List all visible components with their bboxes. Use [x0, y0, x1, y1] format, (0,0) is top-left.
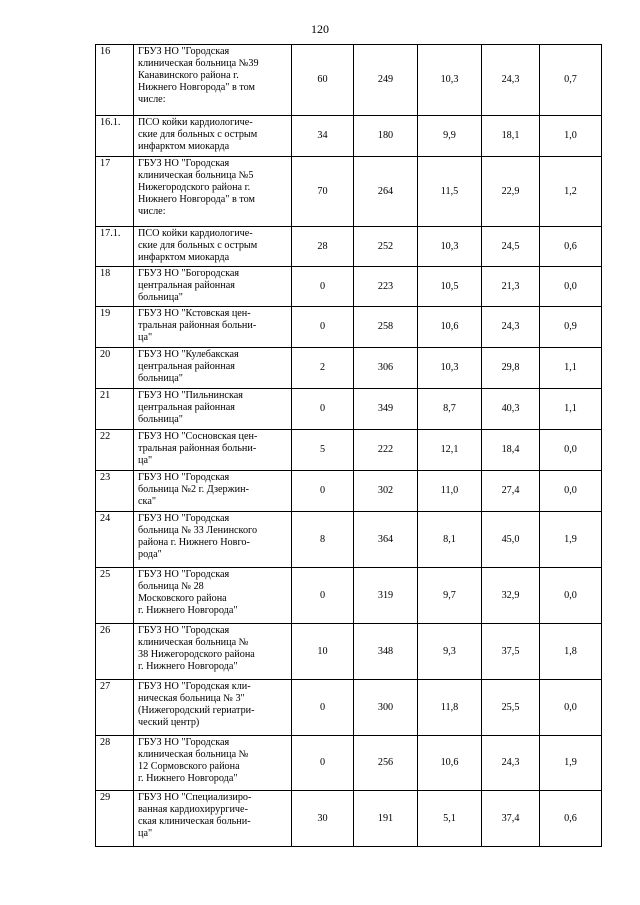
- value-cell-4: 37,4: [482, 791, 540, 847]
- institution-name-cell: ГБУЗ НО "Городская клиническая больница №39 Канавинского района г. Нижнего Новгорода" в том числе:: [134, 45, 292, 116]
- value-cell-1: 5: [292, 430, 354, 471]
- value-cell-5: 1,8: [540, 624, 602, 680]
- table-row: [96, 624, 602, 680]
- value-cell-3: 9,7: [418, 568, 482, 624]
- value-cell-3: 10,3: [418, 348, 482, 389]
- row-number-cell: 22: [96, 430, 134, 471]
- table-row: [96, 307, 602, 348]
- page-number: 120: [311, 22, 329, 36]
- value-cell-1: 70: [292, 157, 354, 227]
- value-cell-4: 45,0: [482, 512, 540, 568]
- table-row: [96, 389, 602, 430]
- value-cell-4: 18,1: [482, 116, 540, 157]
- institution-name-cell: ГБУЗ НО "Городская кли- ническая больница № 3" (Нижегородский гериатри- ческий центр): [134, 680, 292, 736]
- value-cell-5: 0,6: [540, 227, 602, 267]
- value-cell-5: 1,1: [540, 348, 602, 389]
- value-cell-5: 0,0: [540, 267, 602, 307]
- value-cell-5: 1,9: [540, 512, 602, 568]
- value-cell-1: 34: [292, 116, 354, 157]
- value-cell-4: 24,3: [482, 307, 540, 348]
- value-cell-1: 0: [292, 389, 354, 430]
- value-cell-3: 10,6: [418, 736, 482, 791]
- table-row: [96, 736, 602, 791]
- value-cell-4: 24,5: [482, 227, 540, 267]
- table-body: [96, 45, 602, 847]
- value-cell-2: 264: [354, 157, 418, 227]
- value-cell-5: 0,0: [540, 471, 602, 512]
- table-row: [96, 267, 602, 307]
- row-number-cell: 27: [96, 680, 134, 736]
- value-cell-2: 348: [354, 624, 418, 680]
- table-row: [96, 680, 602, 736]
- row-number-cell: 20: [96, 348, 134, 389]
- value-cell-1: 8: [292, 512, 354, 568]
- row-number-cell: 18: [96, 267, 134, 307]
- value-cell-4: 24,3: [482, 736, 540, 791]
- row-number-cell: 28: [96, 736, 134, 791]
- value-cell-3: 5,1: [418, 791, 482, 847]
- value-cell-5: 1,9: [540, 736, 602, 791]
- institution-name-cell: ПСО койки кардиологиче- ские для больных с острым инфарктом миокарда: [134, 227, 292, 267]
- value-cell-1: 0: [292, 471, 354, 512]
- row-number-cell: 17.1.: [96, 227, 134, 267]
- value-cell-1: 10: [292, 624, 354, 680]
- value-cell-3: 12,1: [418, 430, 482, 471]
- value-cell-2: 364: [354, 512, 418, 568]
- row-number-cell: 16.1.: [96, 116, 134, 157]
- value-cell-4: 27,4: [482, 471, 540, 512]
- value-cell-4: 40,3: [482, 389, 540, 430]
- table-row: [96, 471, 602, 512]
- value-cell-2: 302: [354, 471, 418, 512]
- value-cell-4: 25,5: [482, 680, 540, 736]
- institution-name-cell: ГБУЗ НО "Городская клиническая больница № 38 Нижегородского района г. Нижнего Новгорода": [134, 624, 292, 680]
- value-cell-3: 10,6: [418, 307, 482, 348]
- value-cell-2: 349: [354, 389, 418, 430]
- row-number-cell: 25: [96, 568, 134, 624]
- value-cell-4: 24,3: [482, 45, 540, 116]
- table-row: [96, 116, 602, 157]
- institution-name-cell: ГБУЗ НО "Кстовская цен- тральная районная больни- ца": [134, 307, 292, 348]
- value-cell-5: 0,0: [540, 430, 602, 471]
- table-row: [96, 791, 602, 847]
- table-row: [96, 568, 602, 624]
- value-cell-2: 249: [354, 45, 418, 116]
- value-cell-2: 256: [354, 736, 418, 791]
- row-number-cell: 17: [96, 157, 134, 227]
- value-cell-1: 30: [292, 791, 354, 847]
- value-cell-1: 0: [292, 568, 354, 624]
- table-row: [96, 430, 602, 471]
- value-cell-3: 11,8: [418, 680, 482, 736]
- institution-name-cell: ГБУЗ НО "Пильнинская центральная районная больница": [134, 389, 292, 430]
- institution-name-cell: ГБУЗ НО "Городская клиническая больница №5 Нижегородского района г. Нижнего Новгорода" в том числе:: [134, 157, 292, 227]
- table-row: [96, 512, 602, 568]
- value-cell-4: 29,8: [482, 348, 540, 389]
- row-number-cell: 21: [96, 389, 134, 430]
- value-cell-1: 0: [292, 680, 354, 736]
- value-cell-1: 2: [292, 348, 354, 389]
- value-cell-4: 32,9: [482, 568, 540, 624]
- value-cell-1: 0: [292, 736, 354, 791]
- institution-name-cell: ГБУЗ НО "Городская клиническая больница № 12 Сормовского района г. Нижнего Новгорода": [134, 736, 292, 791]
- institution-name-cell: ГБУЗ НО "Сосновская цен- тральная районная больни- ца": [134, 430, 292, 471]
- value-cell-5: 1,0: [540, 116, 602, 157]
- institution-name-cell: ПСО койки кардиологиче- ские для больных с острым инфарктом миокарда: [134, 116, 292, 157]
- value-cell-5: 0,6: [540, 791, 602, 847]
- value-cell-5: 1,1: [540, 389, 602, 430]
- row-number-cell: 29: [96, 791, 134, 847]
- institution-name-cell: ГБУЗ НО "Специализиро- ванная кардиохирургиче- ская клиническая больни- ца": [134, 791, 292, 847]
- value-cell-3: 11,5: [418, 157, 482, 227]
- table-row: [96, 157, 602, 227]
- institution-name-cell: ГБУЗ НО "Городская больница № 28 Московского района г. Нижнего Новгорода": [134, 568, 292, 624]
- value-cell-2: 300: [354, 680, 418, 736]
- value-cell-4: 21,3: [482, 267, 540, 307]
- table-row: [96, 227, 602, 267]
- value-cell-2: 191: [354, 791, 418, 847]
- value-cell-3: 11,0: [418, 471, 482, 512]
- value-cell-4: 22,9: [482, 157, 540, 227]
- value-cell-4: 37,5: [482, 624, 540, 680]
- value-cell-2: 222: [354, 430, 418, 471]
- hospital-stats-table: [95, 44, 602, 847]
- value-cell-3: 8,7: [418, 389, 482, 430]
- institution-name-cell: ГБУЗ НО "Богородская центральная районная больница": [134, 267, 292, 307]
- value-cell-3: 10,3: [418, 227, 482, 267]
- row-number-cell: 16: [96, 45, 134, 116]
- value-cell-3: 8,1: [418, 512, 482, 568]
- value-cell-3: 9,3: [418, 624, 482, 680]
- row-number-cell: 26: [96, 624, 134, 680]
- value-cell-3: 9,9: [418, 116, 482, 157]
- value-cell-1: 0: [292, 307, 354, 348]
- institution-name-cell: ГБУЗ НО "Городская больница № 33 Ленинского района г. Нижнего Новго- рода": [134, 512, 292, 568]
- value-cell-2: 319: [354, 568, 418, 624]
- value-cell-5: 0,9: [540, 307, 602, 348]
- value-cell-2: 258: [354, 307, 418, 348]
- value-cell-4: 18,4: [482, 430, 540, 471]
- value-cell-5: 0,0: [540, 680, 602, 736]
- value-cell-2: 223: [354, 267, 418, 307]
- value-cell-1: 60: [292, 45, 354, 116]
- table-row: [96, 45, 602, 116]
- row-number-cell: 23: [96, 471, 134, 512]
- institution-name-cell: ГБУЗ НО "Кулебакская центральная районная больница": [134, 348, 292, 389]
- value-cell-1: 28: [292, 227, 354, 267]
- value-cell-1: 0: [292, 267, 354, 307]
- value-cell-2: 306: [354, 348, 418, 389]
- row-number-cell: 19: [96, 307, 134, 348]
- value-cell-5: 0,0: [540, 568, 602, 624]
- value-cell-3: 10,5: [418, 267, 482, 307]
- value-cell-2: 180: [354, 116, 418, 157]
- institution-name-cell: ГБУЗ НО "Городская больница №2 г. Дзержин- ска": [134, 471, 292, 512]
- value-cell-2: 252: [354, 227, 418, 267]
- table-row: [96, 348, 602, 389]
- value-cell-5: 1,2: [540, 157, 602, 227]
- value-cell-5: 0,7: [540, 45, 602, 116]
- row-number-cell: 24: [96, 512, 134, 568]
- value-cell-3: 10,3: [418, 45, 482, 116]
